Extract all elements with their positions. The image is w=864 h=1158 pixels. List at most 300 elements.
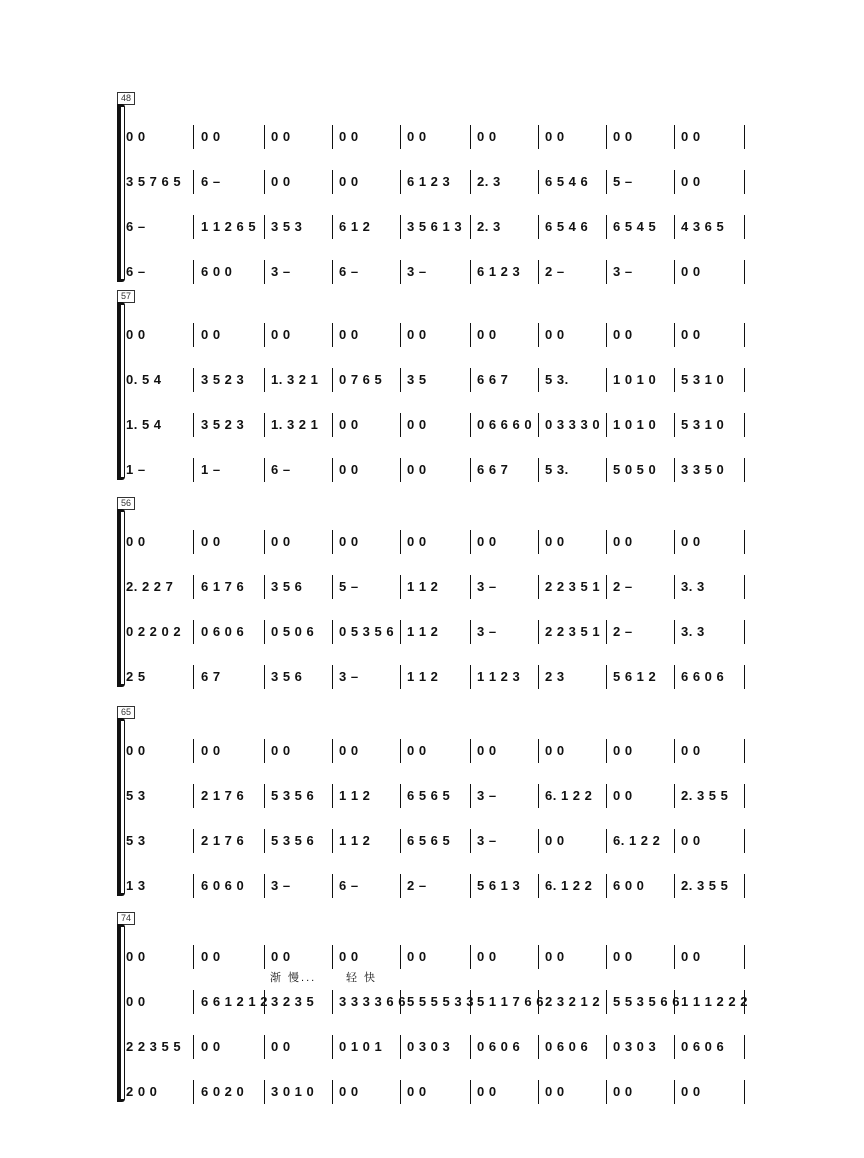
barline	[606, 260, 607, 284]
staff-row	[0, 942, 864, 972]
barline	[744, 170, 745, 194]
measure-notes: 3 5 6	[271, 669, 303, 684]
measure-notes: 0 6 0 6	[545, 1039, 589, 1054]
barline	[400, 665, 401, 689]
barline	[332, 575, 333, 599]
barline	[744, 829, 745, 853]
barline	[674, 739, 675, 763]
measure-notes: 0 0	[545, 833, 565, 848]
barline	[193, 260, 194, 284]
barline	[264, 665, 265, 689]
barline	[332, 215, 333, 239]
barline	[744, 458, 745, 482]
measure-notes: 0 0	[545, 534, 565, 549]
measure-notes: 6 –	[339, 264, 359, 279]
measure-notes: 2 1 7 6	[201, 833, 245, 848]
measure-notes: 6 1 7 6	[201, 579, 245, 594]
barline	[606, 620, 607, 644]
measure-notes: 0 0	[201, 1039, 221, 1054]
staff-row	[0, 410, 864, 440]
measure-notes: 0 0	[271, 534, 291, 549]
measure-notes: 0 0	[477, 327, 497, 342]
staff-row	[0, 527, 864, 557]
staff-row	[0, 736, 864, 766]
barline	[674, 784, 675, 808]
barline	[538, 575, 539, 599]
measure-notes: 6 7	[201, 669, 221, 684]
measure-notes: 0 0	[339, 327, 359, 342]
measure-notes: 0 0	[545, 327, 565, 342]
barline	[744, 874, 745, 898]
measure-notes: 0 0	[613, 534, 633, 549]
measure-notes: 2 0 0	[126, 1084, 158, 1099]
barline	[264, 620, 265, 644]
measure-notes: 6 6 1 2 1 2	[201, 994, 268, 1009]
barline	[674, 368, 675, 392]
barline	[674, 1035, 675, 1059]
measure-notes: 2. 3 5 5	[681, 878, 729, 893]
measure-notes: 0 0	[613, 949, 633, 964]
barline	[332, 990, 333, 1014]
measure-notes: 0 0	[407, 462, 427, 477]
barline	[674, 260, 675, 284]
barline	[193, 990, 194, 1014]
barline	[332, 125, 333, 149]
measure-notes: 0 0	[339, 462, 359, 477]
barline	[606, 945, 607, 969]
measure-notes: 6 5 4 6	[545, 174, 589, 189]
barline	[744, 665, 745, 689]
measure-notes: 6 1 2 3	[407, 174, 451, 189]
barline	[744, 215, 745, 239]
measure-notes: 0 6 0 6	[477, 1039, 521, 1054]
measure-notes: 0 0	[271, 1039, 291, 1054]
staff-row	[0, 320, 864, 350]
measure-notes: 0 3 0 3	[613, 1039, 657, 1054]
measure-notes: 2 –	[613, 579, 633, 594]
barline	[400, 368, 401, 392]
barline	[470, 458, 471, 482]
measure-notes: 6. 1 2 2	[545, 878, 593, 893]
measure-notes: 2 2 3 5 5	[126, 1039, 182, 1054]
barline	[332, 323, 333, 347]
barline	[538, 323, 539, 347]
barline	[744, 1035, 745, 1059]
measure-notes: 3 –	[477, 624, 497, 639]
measure-notes: 6 –	[339, 878, 359, 893]
barline	[193, 784, 194, 808]
barline	[538, 260, 539, 284]
staff-row	[0, 455, 864, 485]
barline	[470, 945, 471, 969]
barline	[606, 1035, 607, 1059]
barline	[538, 530, 539, 554]
barline	[606, 368, 607, 392]
measure-notes: 0 0	[681, 327, 701, 342]
barline	[538, 945, 539, 969]
barline	[264, 458, 265, 482]
barline	[264, 368, 265, 392]
measure-notes: 2 3	[545, 669, 565, 684]
barline	[744, 784, 745, 808]
barline	[744, 413, 745, 437]
measure-notes: 0 5 0 6	[271, 624, 315, 639]
measure-notes: 1 1 2	[407, 624, 439, 639]
measure-number: 48	[117, 92, 135, 105]
measure-notes: 0 0	[339, 417, 359, 432]
barline	[744, 125, 745, 149]
measure-notes: 6 5 6 5	[407, 788, 451, 803]
measure-notes: 6 5 6 5	[407, 833, 451, 848]
barline	[744, 368, 745, 392]
barline	[744, 530, 745, 554]
barline	[538, 215, 539, 239]
barline	[193, 945, 194, 969]
barline	[400, 215, 401, 239]
measure-notes: 6 5 4 6	[545, 219, 589, 234]
measure-notes: 0 0	[477, 534, 497, 549]
measure-notes: 1 1 2	[407, 669, 439, 684]
barline	[193, 1080, 194, 1104]
barline	[400, 1080, 401, 1104]
measure-notes: 6 –	[271, 462, 291, 477]
measure-notes: 0. 5 4	[126, 372, 162, 387]
barline	[193, 530, 194, 554]
measure-notes: 3 5 6 1 3	[407, 219, 463, 234]
barline	[470, 874, 471, 898]
barline	[400, 784, 401, 808]
measure-notes: 4 3 6 5	[681, 219, 725, 234]
measure-notes: 5 5 3 5 6 6	[613, 994, 680, 1009]
measure-notes: 0 0	[477, 1084, 497, 1099]
barline	[332, 874, 333, 898]
barline	[264, 530, 265, 554]
measure-notes: 6 –	[201, 174, 221, 189]
measure-notes: 5 3	[126, 788, 146, 803]
measure-notes: 3 –	[339, 669, 359, 684]
barline	[470, 413, 471, 437]
barline	[264, 413, 265, 437]
measure-notes: 6 –	[126, 219, 146, 234]
staff-row	[0, 257, 864, 287]
measure-notes: 0 0	[477, 129, 497, 144]
barline	[606, 575, 607, 599]
measure-notes: 5 6 1 3	[477, 878, 521, 893]
barline	[193, 620, 194, 644]
measure-notes: 0 6 6 6 0	[477, 417, 533, 432]
measure-notes: 2. 3	[477, 219, 501, 234]
barline	[674, 945, 675, 969]
measure-notes: 0 0	[339, 1084, 359, 1099]
barline	[744, 945, 745, 969]
barline	[538, 874, 539, 898]
barline	[400, 260, 401, 284]
barline	[470, 1080, 471, 1104]
measure-notes: 0 5 3 5 6	[339, 624, 395, 639]
measure-notes: 0 0	[126, 327, 146, 342]
measure-notes: 2 3 2 1 2	[545, 994, 601, 1009]
measure-notes: 1. 3 2 1	[271, 372, 319, 387]
barline	[332, 784, 333, 808]
barline	[470, 215, 471, 239]
barline	[400, 170, 401, 194]
barline	[400, 739, 401, 763]
barline	[400, 945, 401, 969]
measure-notes: 3 –	[477, 833, 497, 848]
barline	[193, 413, 194, 437]
barline	[400, 458, 401, 482]
measure-notes: 1 1 2	[339, 833, 371, 848]
barline	[193, 125, 194, 149]
measure-notes: 2. 3	[477, 174, 501, 189]
measure-notes: 0 0	[407, 743, 427, 758]
measure-notes: 6 0 6 0	[201, 878, 245, 893]
measure-notes: 0 0	[339, 129, 359, 144]
barline	[744, 260, 745, 284]
barline	[332, 945, 333, 969]
measure-notes: 2 –	[613, 624, 633, 639]
barline	[470, 784, 471, 808]
barline	[332, 368, 333, 392]
measure-notes: 2. 3 5 5	[681, 788, 729, 803]
measure-notes: 0 0	[681, 264, 701, 279]
barline	[400, 323, 401, 347]
barline	[332, 530, 333, 554]
barline	[538, 170, 539, 194]
barline	[538, 829, 539, 853]
measure-notes: 0 0	[407, 327, 427, 342]
barline	[193, 170, 194, 194]
barline	[332, 413, 333, 437]
staff-row	[0, 572, 864, 602]
measure-notes: 0 0	[407, 534, 427, 549]
barline	[606, 829, 607, 853]
measure-notes: 0 0	[271, 949, 291, 964]
barline	[606, 1080, 607, 1104]
score-system	[0, 912, 864, 1112]
score-system	[0, 497, 864, 697]
measure-notes: 1. 5 4	[126, 417, 162, 432]
barline	[674, 874, 675, 898]
barline	[193, 874, 194, 898]
barline	[674, 125, 675, 149]
barline	[400, 125, 401, 149]
score-system	[0, 92, 864, 292]
barline	[538, 1080, 539, 1104]
barline	[538, 620, 539, 644]
barline	[332, 170, 333, 194]
barline	[606, 739, 607, 763]
measure-notes: 1 3	[126, 878, 146, 893]
measure-notes: 5 0 5 0	[613, 462, 657, 477]
measure-notes: 1 0 1 0	[613, 372, 657, 387]
measure-notes: 2 –	[545, 264, 565, 279]
measure-notes: 5 3.	[545, 462, 569, 477]
barline	[674, 829, 675, 853]
measure-notes: 3 5 3	[271, 219, 303, 234]
tempo-mark-slow: 渐 慢...	[270, 972, 317, 984]
measure-notes: 0 0	[681, 174, 701, 189]
measure-notes: 0 0	[681, 833, 701, 848]
measure-notes: 2 –	[407, 878, 427, 893]
measure-notes: 0 0	[271, 327, 291, 342]
barline	[744, 323, 745, 347]
measure-notes: 5 5 5 5 3 3	[407, 994, 474, 1009]
barline	[400, 530, 401, 554]
barline	[332, 260, 333, 284]
barline	[674, 620, 675, 644]
measure-notes: 0 0	[477, 949, 497, 964]
barline	[264, 125, 265, 149]
barline	[264, 739, 265, 763]
barline	[470, 1035, 471, 1059]
measure-notes: 0 0	[681, 949, 701, 964]
staff-row	[0, 1032, 864, 1062]
measure-notes: 1 1 2 6 5	[201, 219, 257, 234]
barline	[606, 125, 607, 149]
barline	[400, 874, 401, 898]
measure-notes: 0 0	[271, 743, 291, 758]
barline	[674, 458, 675, 482]
staff-row	[0, 826, 864, 856]
barline	[674, 215, 675, 239]
barline	[606, 215, 607, 239]
staff-row	[0, 617, 864, 647]
measure-notes: 6 0 0	[201, 264, 233, 279]
barline	[332, 620, 333, 644]
staff-row	[0, 1077, 864, 1107]
measure-notes: 5 3 5 6	[271, 833, 315, 848]
measure-notes: 0 0	[201, 743, 221, 758]
barline	[264, 170, 265, 194]
barline	[606, 784, 607, 808]
measure-notes: 6 6 0 6	[681, 669, 725, 684]
measure-notes: 0 3 3 3 0	[545, 417, 601, 432]
measure-notes: 0 0	[681, 129, 701, 144]
barline	[332, 1080, 333, 1104]
barline	[744, 739, 745, 763]
staff-row	[0, 987, 864, 1017]
measure-notes: 0 0	[339, 174, 359, 189]
measure-notes: 0 0	[613, 1084, 633, 1099]
barline	[470, 665, 471, 689]
measure-number: 57	[117, 290, 135, 303]
measure-notes: 0 0	[339, 534, 359, 549]
measure-notes: 0 0	[201, 534, 221, 549]
barline	[674, 1080, 675, 1104]
measure-notes: 2 2 3 5 1	[545, 624, 601, 639]
barline	[264, 829, 265, 853]
barline	[606, 665, 607, 689]
measure-notes: 0 6 0 6	[681, 1039, 725, 1054]
barline	[470, 368, 471, 392]
measure-notes: 0 0	[407, 1084, 427, 1099]
barline	[470, 170, 471, 194]
barline	[400, 575, 401, 599]
measure-number: 65	[117, 706, 135, 719]
barline	[264, 874, 265, 898]
barline	[332, 829, 333, 853]
measure-notes: 3 –	[271, 878, 291, 893]
measure-notes: 1. 3 2 1	[271, 417, 319, 432]
staff-row	[0, 781, 864, 811]
measure-notes: 6 6 7	[477, 372, 509, 387]
measure-notes: 5 3 5 6	[271, 788, 315, 803]
barline	[470, 620, 471, 644]
measure-notes: 0 0	[126, 994, 146, 1009]
barline	[538, 784, 539, 808]
barline	[193, 323, 194, 347]
barline	[264, 1035, 265, 1059]
measure-notes: 3 2 3 5	[271, 994, 315, 1009]
measure-notes: 0 0	[201, 129, 221, 144]
barline	[332, 458, 333, 482]
barline	[193, 458, 194, 482]
barline	[470, 575, 471, 599]
score-system	[0, 706, 864, 906]
barline	[193, 665, 194, 689]
barline	[606, 413, 607, 437]
measure-notes: 0 0	[407, 949, 427, 964]
staff-row	[0, 365, 864, 395]
barline	[332, 665, 333, 689]
barline	[400, 1035, 401, 1059]
staff-row	[0, 122, 864, 152]
measure-notes: 1 1 2	[339, 788, 371, 803]
measure-notes: 1 –	[201, 462, 221, 477]
barline	[674, 575, 675, 599]
measure-notes: 0 0	[681, 743, 701, 758]
measure-notes: 0 0	[545, 1084, 565, 1099]
measure-notes: 3. 3	[681, 579, 705, 594]
barline	[744, 620, 745, 644]
barline	[470, 125, 471, 149]
barline	[470, 829, 471, 853]
measure-notes: 2. 2 2 7	[126, 579, 174, 594]
measure-notes: 3 3 3 3 6 6	[339, 994, 406, 1009]
barline	[193, 575, 194, 599]
barline	[538, 1035, 539, 1059]
measure-notes: 6 1 2 3	[477, 264, 521, 279]
measure-notes: 6 5 4 5	[613, 219, 657, 234]
measure-notes: 0 0	[545, 129, 565, 144]
measure-notes: 0 0	[126, 743, 146, 758]
barline	[606, 874, 607, 898]
measure-notes: 0 0	[407, 129, 427, 144]
staff-row	[0, 212, 864, 242]
measure-notes: 2 1 7 6	[201, 788, 245, 803]
measure-notes: 3 5	[407, 372, 427, 387]
measure-notes: 5 –	[339, 579, 359, 594]
measure-notes: 0 0	[681, 1084, 701, 1099]
measure-notes: 0 1 0 1	[339, 1039, 383, 1054]
barline	[193, 829, 194, 853]
barline	[674, 170, 675, 194]
barline	[606, 458, 607, 482]
measure-notes: 3 5 6	[271, 579, 303, 594]
staff-row	[0, 871, 864, 901]
measure-notes: 0 0	[201, 327, 221, 342]
measure-notes: 5 3 1 0	[681, 417, 725, 432]
measure-notes: 6. 1 2 2	[545, 788, 593, 803]
measure-notes: 0 0	[613, 743, 633, 758]
measure-notes: 1 0 1 0	[613, 417, 657, 432]
measure-notes: 0 0	[545, 949, 565, 964]
barline	[744, 1080, 745, 1104]
barline	[400, 620, 401, 644]
barline	[193, 215, 194, 239]
measure-notes: 0 0	[126, 534, 146, 549]
